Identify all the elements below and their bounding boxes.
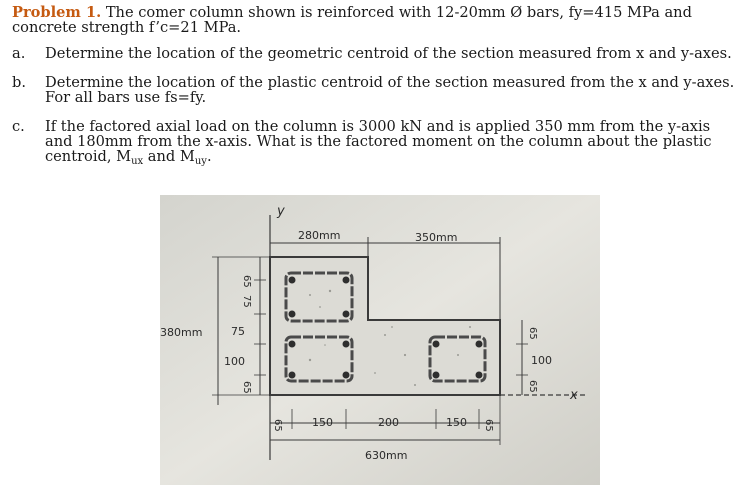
dim-right-65-top: 65 — [527, 327, 538, 340]
question-c-and: and — [143, 148, 180, 165]
problem-label: Problem 1. — [12, 4, 102, 21]
dim-bottom-150-a: 150 — [312, 416, 333, 429]
dim-left-75-a: 75 — [241, 295, 252, 308]
rebar — [343, 372, 350, 379]
rebar — [343, 277, 350, 284]
dim-bottom-150-b: 150 — [446, 416, 467, 429]
dim-right-100: 100 — [531, 354, 552, 367]
question-c-letter: c. — [12, 118, 25, 135]
muy-subscript: uy — [194, 156, 207, 167]
muy-symbol: M — [179, 148, 195, 165]
dim-left-65-top: 65 — [241, 275, 252, 288]
question-c-text — [45, 118, 740, 167]
rebar — [289, 372, 296, 379]
rebar — [289, 341, 296, 348]
dim-280mm: 280mm — [298, 229, 341, 242]
rebar — [433, 372, 440, 379]
column-section-photo — [160, 195, 600, 485]
dim-bottom-65-a: 65 — [272, 419, 283, 432]
dim-350mm: 350mm — [415, 231, 458, 244]
y-axis-label: y — [277, 204, 285, 219]
rebar — [343, 341, 350, 348]
dim-right-65-bottom: 65 — [527, 380, 538, 393]
rebar — [289, 311, 296, 318]
dim-left-75-b: 75 — [231, 325, 245, 338]
rebar — [433, 341, 440, 348]
dim-380mm: 380mm — [160, 326, 203, 339]
x-axis-label: x — [570, 388, 578, 403]
rebar — [476, 341, 483, 348]
problem-statement — [12, 5, 742, 35]
question-a-text: Determine the location of the geometric centroid of the section measured from x and y-axes. — [45, 45, 732, 62]
dim-left-65-bottom: 65 — [241, 381, 252, 394]
dim-left-100: 100 — [224, 355, 245, 368]
mux-symbol: M — [116, 148, 132, 165]
question-b-letter: b. — [12, 74, 26, 91]
rebar — [343, 311, 350, 318]
mux-subscript: ux — [131, 156, 144, 167]
rebar — [289, 277, 296, 284]
column-section-diagram — [160, 195, 600, 485]
question-c-body: If the factored axial load on the column is 3000 kN and is applied 350 mm from the y-axis and 180mm from the x-axis. What is the factored moment on the column about the plastic centroid, — [45, 118, 712, 165]
dim-bottom-65-b: 65 — [483, 419, 494, 432]
question-c-end: . — [206, 148, 212, 165]
rebar — [476, 372, 483, 379]
question-a-letter: a. — [12, 45, 26, 62]
problem-text: The comer column shown is reinforced with 12-20mm Ø bars, fy=415 MPa and concrete strength f’c=21 MPa. — [12, 4, 692, 36]
question-b-text: Determine the location of the plastic centroid of the section measured from the x and y-axes. For all bars use fs=fy. — [45, 74, 735, 106]
dim-630mm: 630mm — [365, 449, 408, 462]
dim-bottom-200: 200 — [378, 416, 399, 429]
